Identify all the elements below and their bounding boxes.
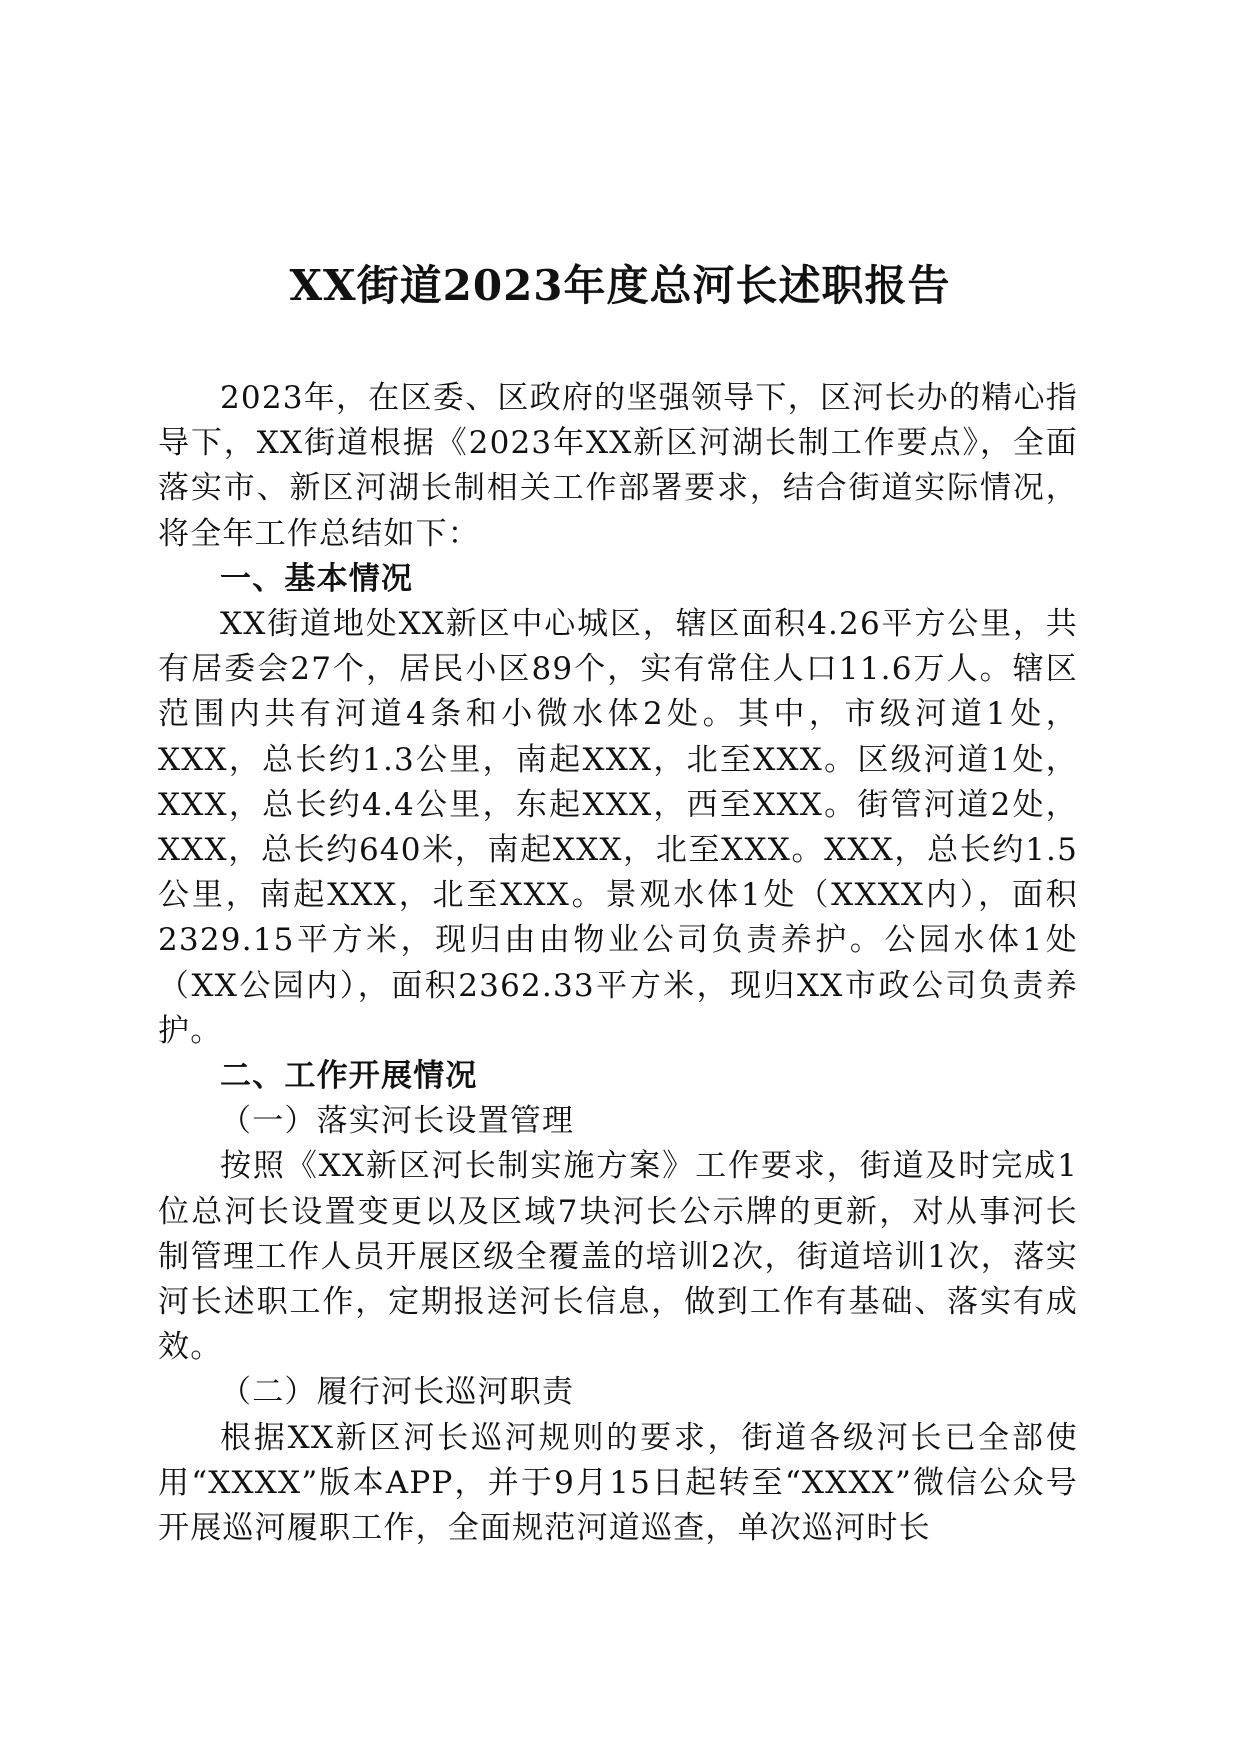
paragraph-river-patrol: 根据XX新区河长巡河规则的要求，街道各级河长已全部使用“XXXX”版本APP，并于9月15日起转至“XXXX”微信公众号开展巡河履职工作，全面规范河道巡查，单次巡河时长 [158,1419,1078,1547]
document-title: XX街道2023年度总河长述职报告 [289,261,951,310]
paragraph-river-chief-setup: 按照《XX新区河长制实施方案》工作要求，街道及时完成1位总河长设置变更以及区域7块河长公示牌的更新，对从事河长制管理工作人员开展区级全覆盖的培训2次，街道培训1次，落实河长述职工作，定期报送河长信息，做到工作有基础、落实有成效。 [158,1148,1078,1366]
paragraph-intro: 2023年，在区委、区政府的坚强领导下，区河长办的精心指导下，XX街道根据《2023年XX新区河湖长制工作要点》，全面落实市、新区河湖长制相关工作部署要求，结合街道实际情况，将全年工作总结如下： [158,380,1078,552]
document-body [158,376,1078,1551]
subsection-heading-river-chief-setup: （一）落实河长设置管理 [220,1103,575,1140]
subsection-heading-river-patrol: （二）履行河长巡河职责 [220,1374,575,1411]
section-heading-basic-info: 一、基本情况 [220,560,414,597]
section-heading-work-progress: 二、工作开展情况 [220,1058,478,1095]
paragraph-basic-info: XX街道地处XX新区中心城区，辖区面积4.26平方公里，共有居委会27个，居民小区89个，实有常住人口11.6万人。辖区范围内共有河道4条和小微水体2处。其中，市级河道1处，XXX，总长约1.3公里，南起XXX，北至XXX。区级河道1处，XXX，总长约4.4公里，东起XXX，西至XXX。街管河道2处，XXX，总长约640米，南起XXX，北至XXX。XXX，总长约1.5公里，南起XXX，北至XXX。景观水体1处（XXXX内），面积2329.15平方米，现归由由物业公司负责养护。公园水体1处（XX公园内），面积2362.33平方米，现归XX市政公司负责养护。 [158,606,1078,1049]
